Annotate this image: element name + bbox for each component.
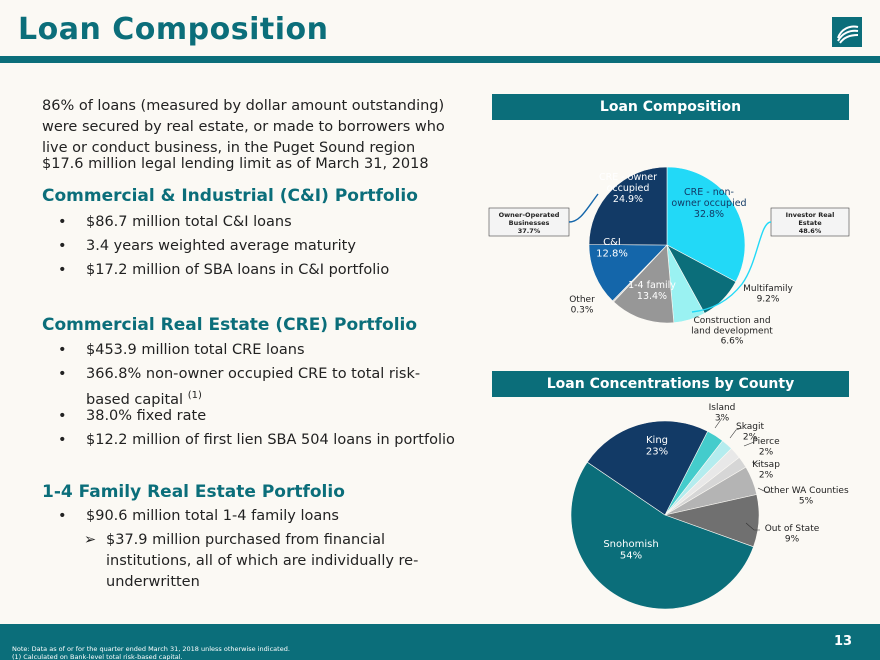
family-heading: 1-4 Family Real Estate Portfolio <box>42 482 345 502</box>
investor-box-value: 48.6% <box>798 227 822 235</box>
owner-box-line2: Businesses <box>508 219 550 227</box>
investor-box-line2: Estate <box>798 219 822 227</box>
footnote-note: Note: Data as of or for the quarter ended March 31, 2018 unless otherwise indicated. <box>12 645 290 653</box>
bullet-dot: • <box>58 408 67 424</box>
composition-label-1-4-family: 1-4 family 13.4% <box>628 280 676 302</box>
bullet-dot: • <box>58 342 67 358</box>
composition-label-cre-non: CRE - non-owner occupied 32.8% <box>671 187 747 220</box>
investor-box-line1: Investor Real <box>785 211 835 219</box>
county-label-pierce: Pierce 2% <box>752 437 780 458</box>
ci-bullet-1: $86.7 million total C&I loans <box>86 214 292 230</box>
investor-real-estate-box <box>771 208 849 236</box>
county-label-kitsap: Kitsap 2% <box>752 460 780 481</box>
family-sub-bullet: $37.9 million purchased from financial institutions, all of which are individually re-underwritten <box>106 532 419 590</box>
intro-secured-text: 86% of loans (measured by dollar amount outstanding) were secured by real estate, or made to borrowers who live or conduct business, in the Puget Sound region <box>42 98 445 156</box>
county-label-king: King 23% <box>645 435 669 458</box>
composition-label-construction-and: Construction and land development 6.6% <box>691 316 773 347</box>
bullet-dot: • <box>58 366 67 382</box>
bullet-dot: • <box>58 238 67 254</box>
footnotes <box>12 645 290 660</box>
cre-bullet-3: 38.0% fixed rate <box>86 408 207 424</box>
intro-lending-limit: $17.6 million legal lending limit as of March 31, 2018 <box>42 156 429 172</box>
composition-label-c-i: C&I 12.8% <box>596 237 628 260</box>
county-chart-title: Loan Concentrations by County <box>492 371 849 397</box>
composition-label-other: Other 0.3% <box>569 295 595 316</box>
footnote-1: (1) Calculated on Bank-level total risk-based capital. <box>12 653 183 660</box>
arrow-bullet-icon: ➢ <box>84 532 97 548</box>
county-label-out-of-state: Out of State 9% <box>764 524 820 545</box>
bullet-dot: • <box>58 262 67 278</box>
ci-bullet-3: $17.2 million of SBA loans in C&I portfolio <box>86 262 390 278</box>
composition-label-cre-owner: CRE - owner occupied 24.9% <box>598 172 658 205</box>
cre-bullet-1: $453.9 million total CRE loans <box>86 342 305 358</box>
cre-heading: Commercial Real Estate (CRE) Portfolio <box>42 315 418 335</box>
bullet-dot: • <box>58 432 67 448</box>
county-label-other-wa-counties: Other WA Counties 5% <box>763 486 849 507</box>
company-logo-icon <box>832 17 862 47</box>
page-title: Loan Composition <box>18 12 329 47</box>
county-label-skagit: Skagit 2% <box>735 422 765 443</box>
loan-composition-chart <box>480 122 860 362</box>
cre-bullet-2: 366.8% non-owner occupied CRE to total risk-based capital <box>86 366 421 408</box>
owner-box-line1: Owner-Operated <box>498 211 560 219</box>
county-concentration-chart <box>520 398 870 620</box>
family-bullet-1: $90.6 million total 1-4 family loans <box>86 508 339 524</box>
owner-operated-box <box>489 208 569 236</box>
ci-bullet-2: 3.4 years weighted average maturity <box>86 238 356 254</box>
title-divider <box>0 56 880 63</box>
bullet-dot: • <box>58 508 67 524</box>
ci-heading: Commercial & Industrial (C&I) Portfolio <box>42 186 418 206</box>
composition-label-multifamily: Multifamily 9.2% <box>743 284 793 305</box>
footnote-marker: (1) <box>187 390 202 401</box>
bullet-dot: • <box>58 214 67 230</box>
county-label-island: Island 3% <box>708 403 736 424</box>
composition-chart-title: Loan Composition <box>492 94 849 120</box>
page-number: 13 <box>834 634 853 649</box>
county-label-snohomish: Snohomish 54% <box>603 539 659 562</box>
cre-bullet-4: $12.2 million of first lien SBA 504 loans in portfolio <box>86 432 455 448</box>
owner-box-value: 37.7% <box>517 227 541 235</box>
